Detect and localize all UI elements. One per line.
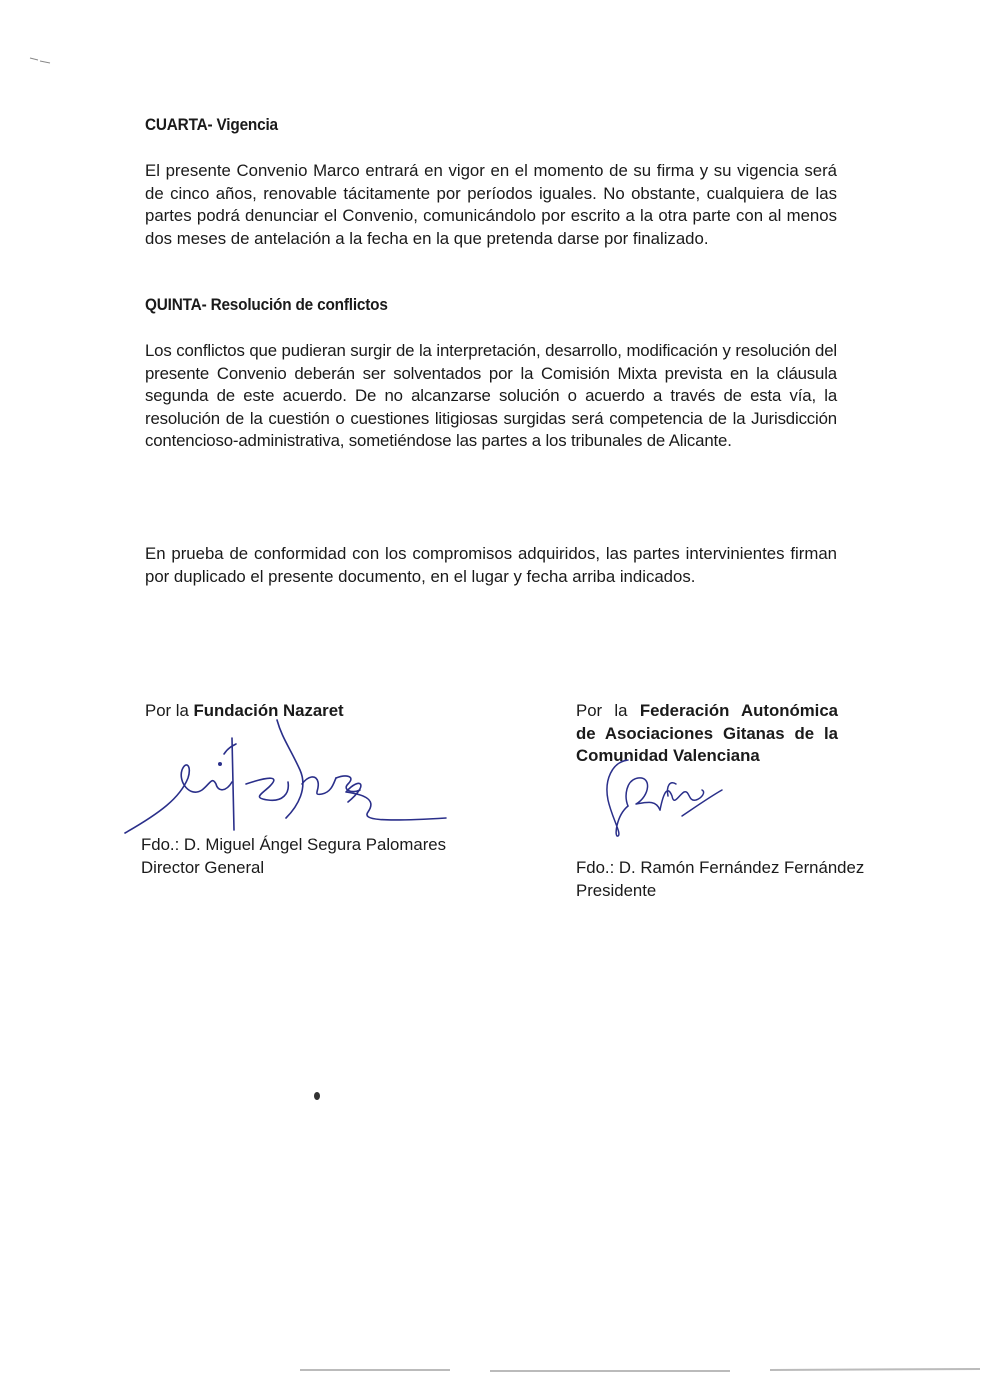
signatory-left-role: Director General (141, 858, 265, 877)
scan-mark-bottom-edge (300, 1366, 980, 1374)
signatory-left-signed-by: Fdo.: D. Miguel Ángel Segura Palomares (141, 835, 447, 854)
signature-right (598, 756, 730, 840)
signatory-right-prefix: Por la (576, 701, 640, 720)
section-body-cuarta: El presente Convenio Marco entrará en vigor en el momento de su firma y su vigencia será de cinco años, renovable tácitamente por períodos iguales. No obstante, cualquiera de las partes podrá denunciar el Convenio, comunicándolo por escrito a la otra parte con al menos dos meses de antelación a la fecha en la que pretenda darse por finalizado. (145, 161, 837, 248)
scan-mark-top-left (28, 52, 58, 66)
signatory-left-org: Fundación Nazaret (193, 701, 344, 720)
scan-dot (312, 1090, 322, 1102)
section-heading-quinta: QUINTA- Resolución de conflictos (145, 296, 388, 314)
section-body-quinta: Los conflictos que pudieran surgir de la interpretación, desarrollo, modificación y resolución del presente Convenio deberán ser solventados por la Comisión Mixta prevista en la cláusula segunda de este acuerdo. De no alcanzarse solución o acuerdo a través de esta vía, la resolución de la cuestión o cuestiones litigiosas surgidas será competencia de la Jurisdicción contencioso-administrativa, sometiéndose las partes a los tribunales de Alicante. (145, 341, 837, 451)
signatory-right-org: Federación Autonómica de Asociaciones Gitanas de la Comunidad Valenciana (576, 701, 838, 766)
closing-paragraph: En prueba de conformidad con los compromisos adquiridos, las partes intervinientes firman por duplicado el presente documento, en el lugar y fecha arriba indicados. (145, 544, 837, 586)
signatory-left-prefix: Por la (145, 701, 194, 720)
section-heading-cuarta: CUARTA- Vigencia (145, 116, 278, 134)
signatory-right-role: Presidente (576, 881, 657, 900)
signature-left (120, 718, 450, 836)
signatory-right-signed-by: Fdo.: D. Ramón Fernández Fernández (576, 858, 865, 877)
